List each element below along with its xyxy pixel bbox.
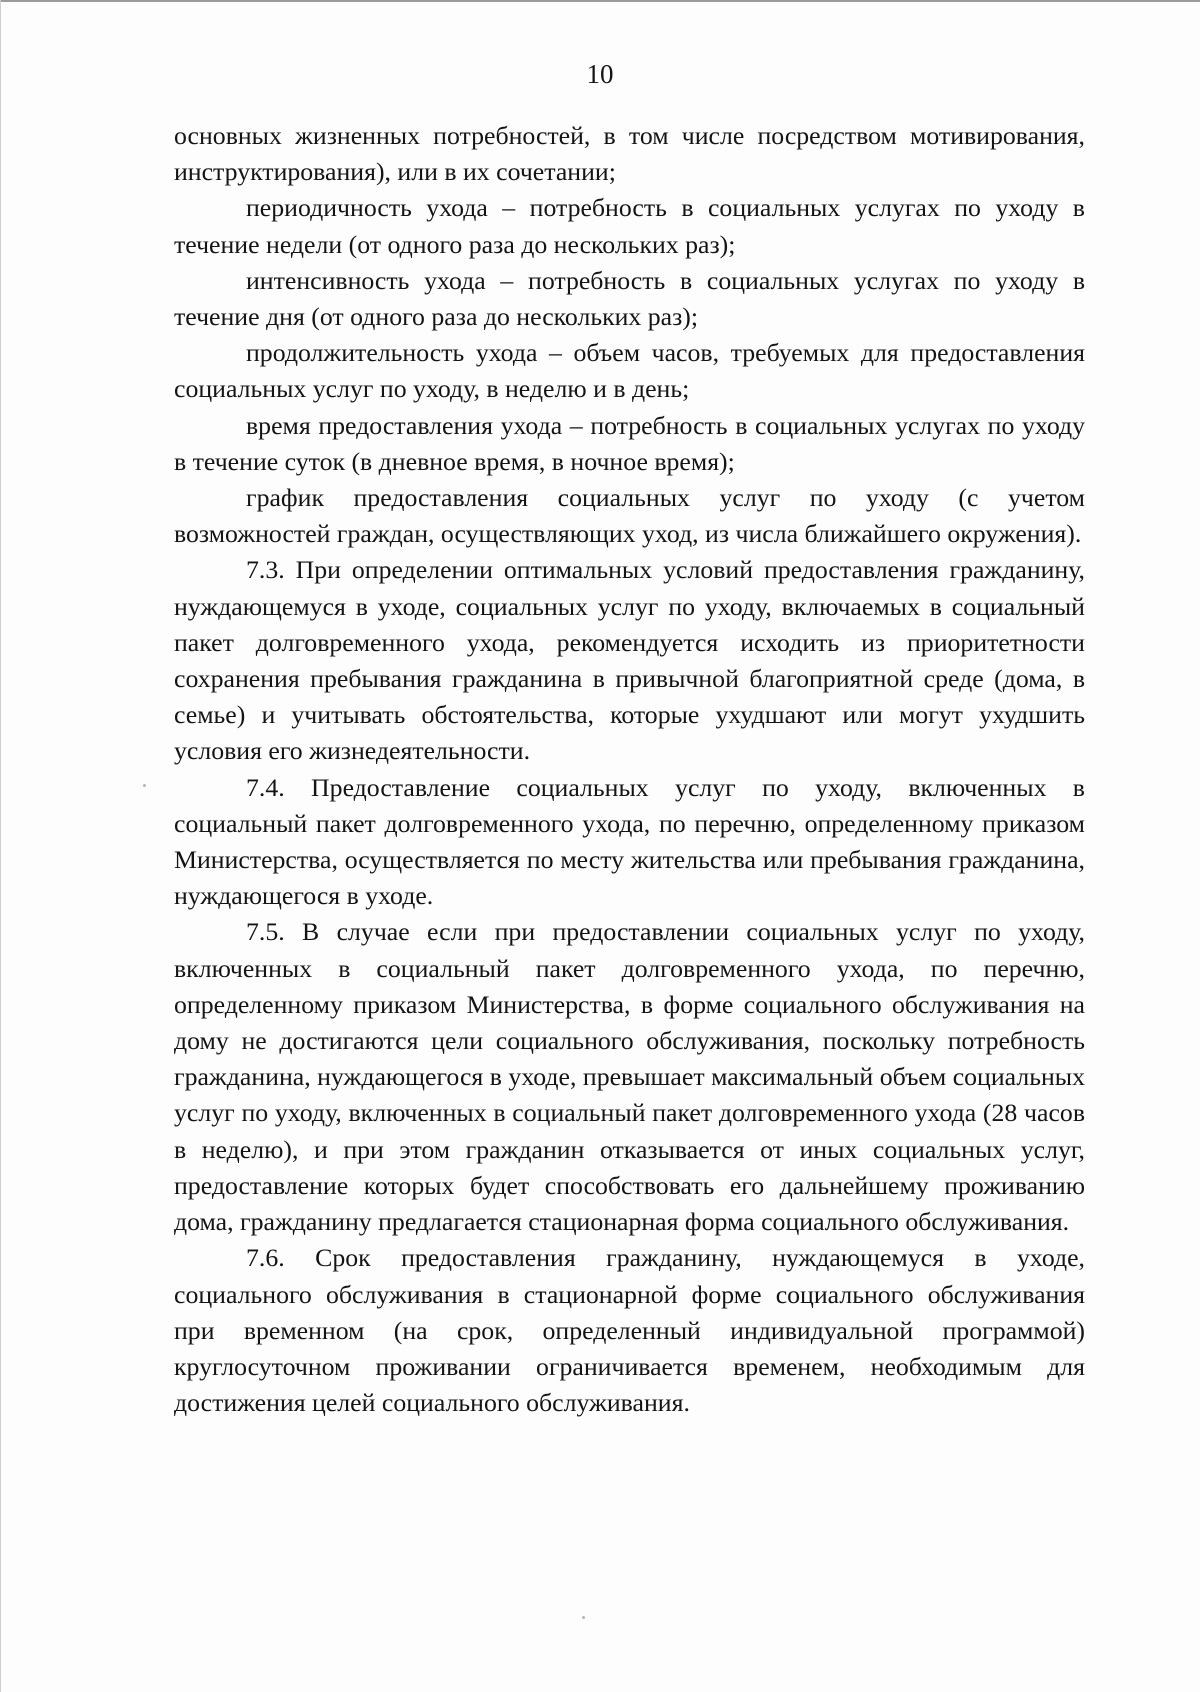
scan-speck: [143, 784, 146, 787]
paragraph-continuation: основных жизненных потребностей, в том числе посредством мотивирования, инструктирования), или в их сочетании;: [174, 121, 1085, 187]
paragraph-7-5: 7.5. В случае если при предоставлении социальных услуг по уходу, включенных в социальный пакет долговременного ухода, по перечню, определенному приказом Министерства, в форме социального обслуживания на дому не достигаются цели социального обслуживания, поскольку потребность гражданина, нуждающегося в уходе, превышает максимальный объем социальных услуг по уходу, включенных в социальный пакет долговременного ухода (28 часов в неделю), и при этом гражданин отказывается от иных социальных услуг, предоставление которых будет способствовать его дальнейшему проживанию дома, гражданину предлагается стационарная форма социального обслуживания.: [174, 917, 1085, 1237]
paragraph-7-4: 7.4. Предоставление социальных услуг по уходу, включенных в социальный пакет долговременного ухода, по перечню, определенному приказом Министерства, осуществляется по месту жительства или пребывания гражданина, нуждающегося в уходе.: [174, 772, 1085, 911]
page-number: 10: [586, 59, 614, 89]
paragraph-care-duration: продолжительность ухода – объем часов, требуемых для предоставления социальных услуг по уходу, в неделю и в день;: [174, 338, 1085, 404]
paragraph-care-intensity: интенсивность ухода – потребность в социальных услугах по уходу в течение дня (от одного раза до нескольких раз);: [174, 265, 1085, 332]
document-body: [174, 118, 1085, 1421]
paragraph-care-schedule: график предоставления социальных услуг по уходу (с учетом возможностей граждан, осуществляющих уход, из числа ближайшего окружения).: [174, 483, 1085, 549]
scan-speck: [582, 1616, 585, 1619]
scan-top-edge: [0, 0, 1200, 2]
paragraph-7-3: 7.3. При определении оптимальных условий предоставления гражданину, нуждающемуся в уходе, социальных услуг по уходу, включаемых в социальный пакет долговременного ухода, рекомендуется исходить из приоритетности сохранения пребывания гражданина в привычной благоприятной среде (дома, в семье) и учитывать обстоятельства, которые ухудшают или могут ухудшить условия его жизнедеятельности.: [174, 555, 1085, 766]
paragraph-care-periodicity: периодичность ухода – потребность в социальных услугах по уходу в течение недели (от одного раза до нескольких раз);: [174, 193, 1085, 259]
scan-left-edge: [0, 0, 1, 1692]
paragraph-care-time: время предоставления ухода – потребность в социальных услугах по уходу в течение суток (в дневное время, в ночное время);: [174, 410, 1085, 476]
paragraph-7-6: 7.6. Срок предоставления гражданину, нуждающемуся в уходе, социального обслуживания в стационарной форме социального обслуживания при временном (на срок, определенный индивидуальной программой) круглосуточном проживании ограничивается временем, необходимым для достижения целей социального обслуживания.: [174, 1243, 1085, 1418]
